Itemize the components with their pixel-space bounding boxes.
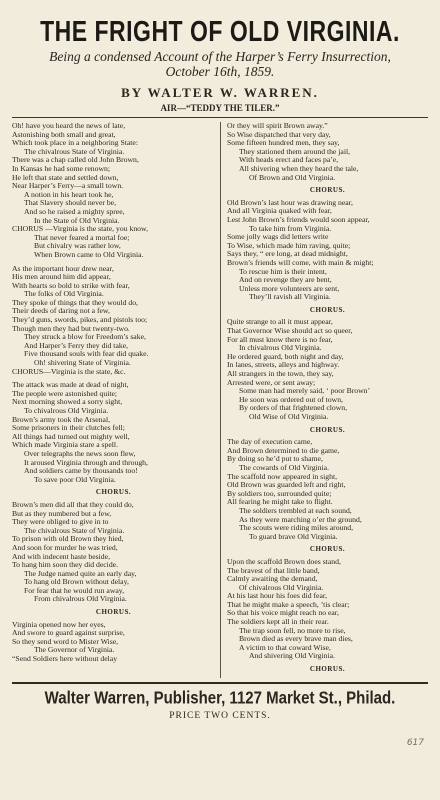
verse-line: Some fifteen hundred men, they say, [227, 138, 340, 148]
verse-line: The folks of Old Virginia. [24, 289, 104, 299]
verse-line: All strangers in the town, they say, [227, 369, 334, 379]
verse-line: The Governor of Virginia. [34, 645, 115, 655]
byline: BY WALTER W. WARREN. [121, 85, 319, 100]
verse-line: Which made Virginia stare a spell. [12, 440, 118, 450]
verse-line: By orders of that frightened clown, [239, 403, 348, 413]
air-tune: AIR—“TEDDY THE TILER.” [160, 103, 280, 113]
stanza [227, 438, 428, 541]
verse-line: The chivalrous State of Virginia. [24, 146, 125, 156]
verse-line: To take him from Virginia. [249, 223, 332, 233]
verse-line: They’d guns, swords, pikes, and pistols too; [12, 315, 148, 325]
verse-line: To prison with old Brown they hied, [12, 534, 124, 544]
verse-line: For fear that he would run away, [24, 585, 125, 595]
chorus-label: CHORUS. [309, 665, 346, 674]
verse-line: Next morning showed a sorry sight, [12, 397, 123, 407]
stanza [12, 122, 215, 260]
verse-line: To guard brave Old Virginia. [249, 531, 338, 541]
verse-line: Old Brown’s last hour was drawing near, [227, 197, 353, 207]
verse-line: Of Brown and Old Virginia. [249, 172, 336, 182]
chorus-label: CHORUS. [309, 186, 346, 195]
stanza [227, 199, 428, 302]
verse-line: Brown’s army took the Arsenal, [12, 414, 110, 424]
verse-line: The Judge named quite an early day, [24, 568, 137, 578]
verse-line: Oh! shivering State of Virginia. [34, 358, 131, 368]
verse-line: He soon was ordered out of town, [239, 394, 343, 404]
verse-line: The soldiers trembled at each sound, [239, 505, 352, 515]
chorus-label: CHORUS. [95, 608, 132, 617]
verse-line: “Send Soldiers here without delay [12, 654, 118, 664]
verse-line: All fearing he might take to flight. [227, 497, 333, 507]
verse-line: Five thousand souls with fear did quake. [24, 349, 149, 359]
verse-line: And soon for murder he was tried, [12, 542, 118, 552]
verse-line: At his last hour his foes did fear, [227, 591, 328, 601]
verse-line: His men around him did appear, [12, 272, 111, 282]
verse-line: Some prisoners in their clutches fell; [12, 423, 125, 433]
verse-line: Their deeds of daring not a few, [12, 306, 110, 316]
chorus-label: CHORUS. [309, 305, 346, 314]
stanza [227, 122, 428, 182]
verse-line: By soldiers too, surrounded quite; [227, 488, 332, 498]
verse-line: The trap soon fell, no more to rise, [239, 625, 346, 635]
verse-line: Old Brown was guarded left and right, [227, 480, 346, 490]
subtitle-line-1: Being a condensed Account of the Harper’s Ferry Insurrection, [49, 49, 391, 64]
verse-line: He ordered guard, both night and day, [227, 351, 344, 361]
verse-line: They were obliged to give in to [12, 517, 109, 527]
footer-divider [12, 682, 428, 684]
verse-line: Old Wise of Old Virginia. [249, 412, 329, 421]
verse-line: Upon the scaffold Brown does stand, [227, 556, 341, 566]
verse-line: Though men they had but twenty-two. [12, 323, 130, 333]
verse-line: To save poor Old Virginia. [34, 474, 116, 484]
verse-line: Or they will spirit Brown away.” [227, 121, 328, 130]
verse-line: The people were astonished quite; [12, 388, 118, 398]
verse-line: In Kansas he had some renown; [12, 163, 110, 173]
verse-line: Some jolly wags did letters write [227, 232, 329, 242]
verse-line: The scaffold now appeared in sight, [227, 471, 338, 481]
verse-line: And Harper’s Ferry they did take, [24, 340, 129, 350]
verse-line: The scouts were riding miles around, [239, 523, 354, 533]
subtitle-line-2: October 16th, 1859. [165, 64, 275, 79]
verse-line: As the important hour drew near, [12, 263, 114, 273]
verse-line: And shivering Old Virginia. [249, 651, 335, 661]
verse-line: But as they numbered but a few, [12, 508, 112, 518]
verse-line: He left that state and settled down, [12, 172, 119, 182]
verse-line: Lest John Brown’s friends would soon appear, [227, 214, 370, 224]
left-column [12, 122, 220, 678]
verse-line: They’ll ravish all Virginia. [249, 292, 331, 302]
verse-line: With hearts so bold to strike with fear, [12, 280, 130, 290]
stanza [12, 621, 215, 664]
verse-line: Brown’s men did all that they could do, [12, 499, 134, 509]
verse-line: The bravest of that little band, [227, 565, 320, 575]
verse-line: That Governor Wise should act so queer, [227, 326, 353, 336]
verse-line: But chivalry was rather low, [34, 241, 121, 251]
subtitle [12, 49, 428, 79]
verse-line: Of chivalrous Old Virginia. [239, 582, 324, 592]
verse-line: In the State of Old Virginia. [34, 215, 120, 225]
verse-line: In lanes, streets, alleys and highway. [227, 360, 340, 370]
verse-line: With heads erect and faces pa’e, [239, 155, 339, 165]
verse-line: They struck a blow for Freedom’s sake, [24, 332, 146, 342]
verse-line: They spoke of things that they would do, [12, 297, 138, 307]
verse-line: It aroused Virginia through and through, [24, 457, 148, 467]
verse-line: And soldiers came by thousands too! [24, 466, 138, 476]
verse-line: When Brown came to Old Virginia. [34, 249, 144, 259]
verse-line: By doing so he’d put to shame, [227, 454, 323, 464]
page-title: THE FRIGHT OF OLD VIRGINIA. [40, 14, 400, 48]
verse-line: To chivalrous Old Virginia. [24, 406, 109, 415]
right-column [220, 122, 428, 678]
verse-line: That never feared a mortal foe; [34, 232, 130, 242]
verse-line: And with indecent haste beside, [12, 551, 110, 561]
chorus-label: CHORUS. [309, 425, 346, 434]
verse-line: That he might make a speech, ’tis clear; [227, 599, 350, 609]
verse-line: A victim to that coward Wise, [239, 642, 331, 652]
stanza [12, 381, 215, 484]
verse-line: So Wise dispatched that very day, [227, 129, 331, 139]
verse-columns [12, 122, 428, 678]
chorus-label: CHORUS. [309, 545, 346, 554]
verse-line: So that his voice might reach no ear, [227, 608, 339, 618]
stanza [227, 558, 428, 661]
verse-line: And swore to guard against surprise, [12, 628, 125, 638]
verse-line: There was a chap called old John Brown, [12, 155, 139, 165]
verse-line: And so he raised a mighty spree, [24, 206, 125, 216]
verse-line: Unless more volunteers are sent, [239, 283, 340, 293]
header-divider [12, 117, 428, 118]
verse-line: Over telegraphs the news soon flew, [24, 448, 136, 458]
verse-line: Astonishing both small and great, [12, 129, 116, 139]
verse-line: Which took place in a neighboring State: [12, 138, 138, 148]
verse-line: They stationed them around the jail, [239, 146, 351, 156]
verse-line: That Slavery should never be, [24, 198, 117, 208]
verse-line: Brown’s friends will come, with main & might; [227, 257, 374, 267]
publisher-imprint: Walter Warren, Publisher, 1127 Market St., Philad. [44, 688, 396, 708]
stanza [12, 501, 215, 604]
stanza [12, 265, 215, 377]
verse-line: So they send word to Mister Wise, [12, 636, 119, 646]
verse-line: All shivering when they heard the tale, [239, 163, 359, 173]
verse-line: And Brown determined to die game, [227, 445, 340, 455]
verse-line: The attack was made at dead of night, [12, 380, 129, 390]
verse-line: Brown died as every brave man dies, [239, 634, 353, 644]
verse-line: CHORUS —Virginia is the state, you know, [12, 224, 148, 234]
price: PRICE TWO CENTS. [169, 710, 271, 721]
verse-line: Some man had merely said, ‘ poor Brown’ [239, 386, 371, 396]
verse-line: From chivalrous Old Virginia. [34, 594, 127, 604]
verse-line: And on revenge they are bent, [239, 275, 332, 285]
verse-line: Quite strange to all it must appear, [227, 317, 333, 327]
verse-line: The cowards of Old Virginia. [239, 462, 329, 472]
verse-line: For all must know there is no fear, [227, 334, 333, 344]
verse-line: As they were marching o’er the ground, [239, 514, 362, 524]
verse-line: To rescue him is their intent, [239, 266, 327, 276]
verse-line: To Wise, which made him raving, quite; [227, 240, 351, 250]
verse-line: Oh! have you heard the news of late, [12, 121, 126, 130]
chorus-label: CHORUS. [95, 488, 132, 497]
verse-line: Near Harper’s Ferry—a small town. [12, 181, 124, 191]
verse-line: The chivalrous State of Virginia. [24, 525, 125, 535]
verse-line: CHORUS—Virginia is the state, &c. [12, 366, 126, 376]
verse-line: Arrested were, or sent away; [227, 377, 316, 387]
verse-line: Calmly awaiting the demand, [227, 574, 318, 584]
verse-line: And all Virginia quaked with fear, [227, 206, 332, 216]
verse-line: To hang old Brown without delay, [24, 577, 129, 587]
verse-line: Says they, “ ere long, at dead midnight, [227, 249, 348, 259]
verse-line: Virginia opened now her eyes, [12, 619, 106, 629]
verse-line: A notion in his heart took he, [24, 189, 114, 199]
margin-note: 617 [406, 738, 424, 748]
verse-line: The day of execution came, [227, 437, 313, 447]
stanza [227, 318, 428, 421]
verse-line: In chivalrous Old Virginia. [239, 343, 322, 353]
verse-line: The soldiers kept all in their rear. [227, 617, 329, 627]
verse-line: All things had turned out mighty well, [12, 431, 130, 441]
verse-line: To hang him soon they did decide. [12, 560, 118, 570]
